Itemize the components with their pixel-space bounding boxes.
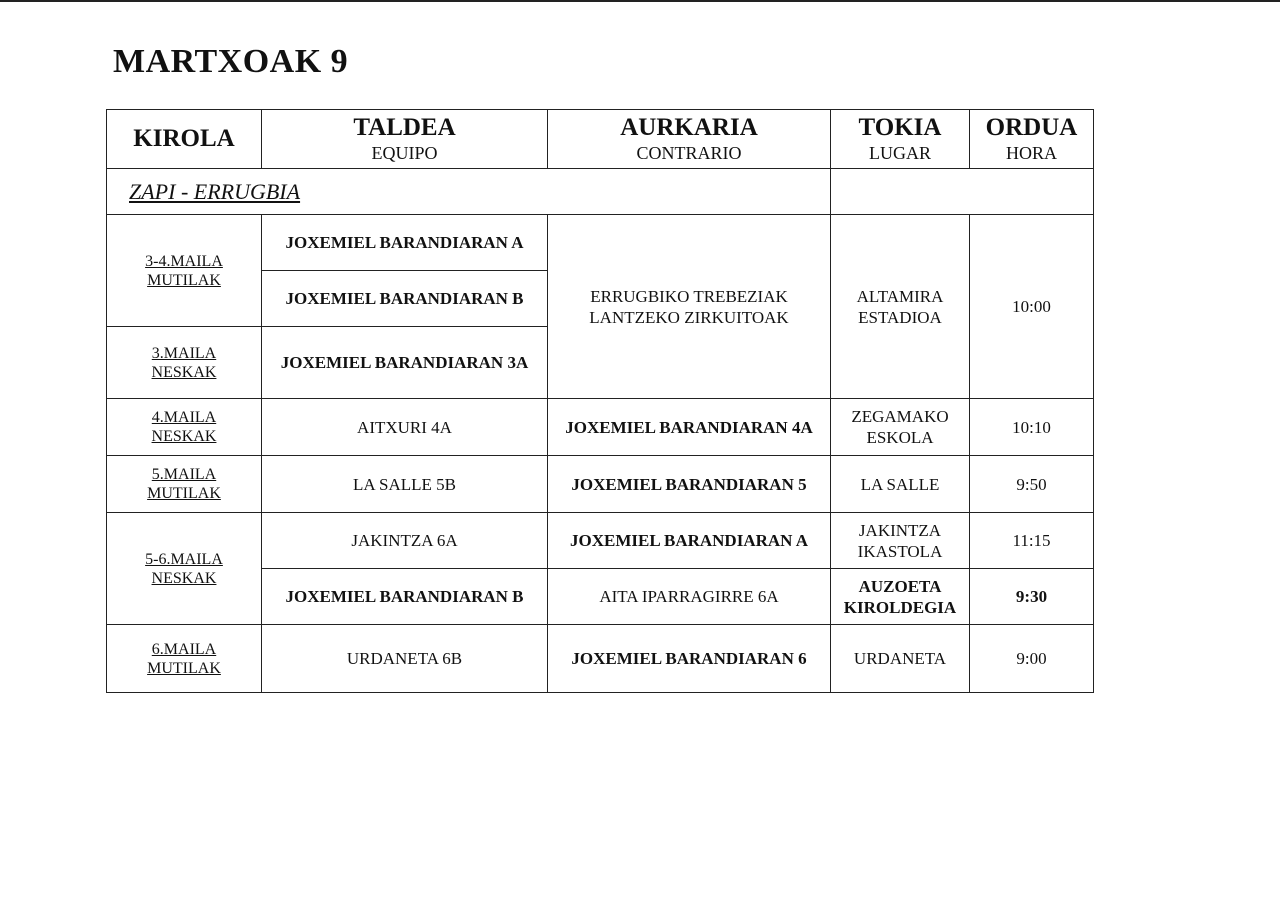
opponent-cell: JOXEMIEL BARANDIARAN 5: [548, 456, 831, 513]
time-cell: 9:00: [970, 625, 1094, 693]
team-cell: JAKINTZA 6A: [262, 513, 548, 569]
team-cell: JOXEMIEL BARANDIARAN A: [262, 215, 548, 271]
time-cell: 10:00: [970, 215, 1094, 399]
place-cell: JAKINTZA IKASTOLA: [831, 513, 970, 569]
table-row: [107, 215, 1094, 271]
opponent-cell: JOXEMIEL BARANDIARAN 4A: [548, 399, 831, 456]
header-row: [107, 110, 1094, 169]
table-row: [107, 399, 1094, 456]
header-team: TALDEA EQUIPO: [262, 110, 548, 169]
level-cell: 5-6.MAILA NESKAK: [107, 513, 262, 625]
level-cell: 3.MAILA NESKAK: [107, 327, 262, 399]
level-cell: 3-4.MAILA MUTILAK: [107, 215, 262, 327]
header-opponent: AURKARIA CONTRARIO: [548, 110, 831, 169]
section-row: [107, 169, 1094, 215]
level-cell: 4.MAILA NESKAK: [107, 399, 262, 456]
opponent-cell: AITA IPARRAGIRRE 6A: [548, 569, 831, 625]
schedule-table: [106, 109, 1094, 693]
level-cell: 6.MAILA MUTILAK: [107, 625, 262, 693]
level-cell: 5.MAILA MUTILAK: [107, 456, 262, 513]
opponent-cell: JOXEMIEL BARANDIARAN A: [548, 513, 831, 569]
team-cell: URDANETA 6B: [262, 625, 548, 693]
opponent-cell: ERRUGBIKO TREBEZIAK LANTZEKO ZIRKUITOAK: [548, 215, 831, 399]
team-cell: JOXEMIEL BARANDIARAN B: [262, 569, 548, 625]
place-cell: ALTAMIRA ESTADIOA: [831, 215, 970, 399]
place-cell: URDANETA: [831, 625, 970, 693]
section-empty-cell: [831, 169, 1094, 215]
table-row: [107, 456, 1094, 513]
place-cell: LA SALLE: [831, 456, 970, 513]
table-row: [107, 513, 1094, 569]
opponent-cell: JOXEMIEL BARANDIARAN 6: [548, 625, 831, 693]
team-cell: AITXURI 4A: [262, 399, 548, 456]
header-time: ORDUA HORA: [970, 110, 1094, 169]
top-border-line: [0, 0, 1280, 2]
header-place: TOKIA LUGAR: [831, 110, 970, 169]
page-title: MARTXOAK 9: [113, 43, 349, 80]
place-cell: ZEGAMAKO ESKOLA: [831, 399, 970, 456]
table-row: [107, 625, 1094, 693]
section-title: ZAPI - ERRUGBIA: [107, 169, 831, 215]
team-cell: JOXEMIEL BARANDIARAN B: [262, 271, 548, 327]
header-sport: KIROLA: [107, 110, 262, 169]
team-cell: LA SALLE 5B: [262, 456, 548, 513]
time-cell: 10:10: [970, 399, 1094, 456]
time-cell: 11:15: [970, 513, 1094, 569]
place-cell: AUZOETA KIROLDEGIA: [831, 569, 970, 625]
time-cell: 9:50: [970, 456, 1094, 513]
team-cell: JOXEMIEL BARANDIARAN 3A: [262, 327, 548, 399]
time-cell: 9:30: [970, 569, 1094, 625]
